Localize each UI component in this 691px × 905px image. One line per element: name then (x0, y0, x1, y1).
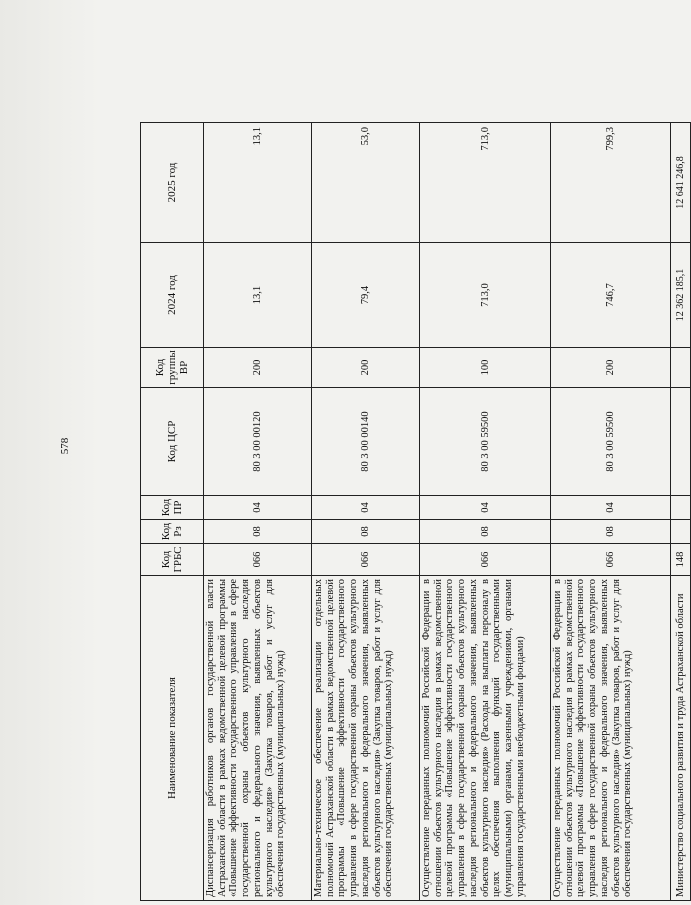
row-vr: 200 (312, 348, 420, 388)
header-2024: 2024 год (141, 243, 204, 348)
row-grbs: 066 (551, 544, 671, 576)
table-header-row (141, 123, 204, 901)
row-pr: 04 (420, 496, 551, 520)
total-row-pr (671, 496, 691, 520)
row-pr: 04 (204, 496, 312, 520)
total-row-name: Министерство социального развития и труда Астраханской области (671, 576, 691, 901)
row-rz: 08 (420, 520, 551, 544)
row-csr: 80 3 00 00120 (204, 388, 312, 496)
row-rz: 08 (204, 520, 312, 544)
total-row-rz (671, 520, 691, 544)
row-2025: 799,3 (551, 123, 671, 243)
row-rz: 08 (551, 520, 671, 544)
row-vr: 100 (420, 348, 551, 388)
table-row (312, 123, 420, 901)
row-pr: 04 (551, 496, 671, 520)
total-row-vr (671, 348, 691, 388)
total-row-csr (671, 388, 691, 496)
row-csr: 80 3 00 59500 (551, 388, 671, 496)
header-vr: Код группы ВР (141, 348, 204, 388)
row-vr: 200 (551, 348, 671, 388)
row-csr: 80 3 00 00140 (312, 388, 420, 496)
total-row-2025: 12 641 246,8 (671, 123, 691, 243)
row-2024: 79,4 (312, 243, 420, 348)
row-2024: 713,0 (420, 243, 551, 348)
header-csr: Код ЦСР (141, 388, 204, 496)
row-name: Диспансеризация работников органов государственной власти Астраханской области в рамках ведомственной целевой программы «Повышение эффективности государственного управления в сфере государственной охраны объектов культурного наследия регионального и федерального значения, выявленных объектов культурного наследия» (Закупка товаров, работ и услуг для обеспечения государственных (муниципальных) нужд) (204, 576, 312, 901)
row-grbs: 066 (420, 544, 551, 576)
row-grbs: 066 (312, 544, 420, 576)
budget-table-sheet (140, 123, 686, 901)
row-2025: 53,0 (312, 123, 420, 243)
header-grbs: Код ГРБС (141, 544, 204, 576)
row-csr: 80 3 00 59500 (420, 388, 551, 496)
row-2024: 13,1 (204, 243, 312, 348)
header-name: Наименование показателя (141, 576, 204, 901)
row-rz: 08 (312, 520, 420, 544)
row-2025: 713,0 (420, 123, 551, 243)
table-row (204, 123, 312, 901)
table-row (551, 123, 671, 901)
row-vr: 200 (204, 348, 312, 388)
row-2025: 13,1 (204, 123, 312, 243)
total-row (671, 123, 691, 901)
row-name: Осуществление переданных полномочий Российской Федерации в отношении объектов культурного наследия в рамках ведомственной целевой программы «Повышение эффективности государственного управления в сфере государственной охраны объектов культурного наследия регионального и федерального значения, выявленных объектов культурного наследия» (Расходы на выплаты персоналу в целях обеспечения выполнения функций государственными (муниципальными) органами, казенными учреждениями, органами управления государственными внебюджетными фондами) (420, 576, 551, 901)
header-2025: 2025 год (141, 123, 204, 243)
row-pr: 04 (312, 496, 420, 520)
row-name: Материально-техническое обеспечение реализации отдельных полномочий Астраханской области в рамках ведомственной целевой программы «Повышение эффективности государственного управления в сфере государственной охраны объектов культурного наследия регионального и федерального значения, выявленных объектов культурного наследия» (Закупка товаров, работ и услуг для обеспечения государственных (муниципальных) нужд) (312, 576, 420, 901)
row-grbs: 066 (204, 544, 312, 576)
page-number: 578 (59, 437, 71, 455)
header-rz: Код Рз (141, 520, 204, 544)
budget-table (140, 122, 691, 901)
scan-margin (0, 0, 100, 905)
table-row (420, 123, 551, 901)
row-name: Осуществление переданных полномочий Российской Федерации в отношении объектов культурного наследия в рамках ведомственной целевой программы «Повышение эффективности государственного управления в сфере государственной охраны объектов культурного наследия регионального и федерального значения, выявленных объектов культурного наследия» (Закупка товаров, работ и услуг для обеспечения государственных (муниципальных) нужд) (551, 576, 671, 901)
row-2024: 746,7 (551, 243, 671, 348)
header-pr: Код ПР (141, 496, 204, 520)
total-row-grbs: 148 (671, 544, 691, 576)
total-row-2024: 12 362 185,1 (671, 243, 691, 348)
